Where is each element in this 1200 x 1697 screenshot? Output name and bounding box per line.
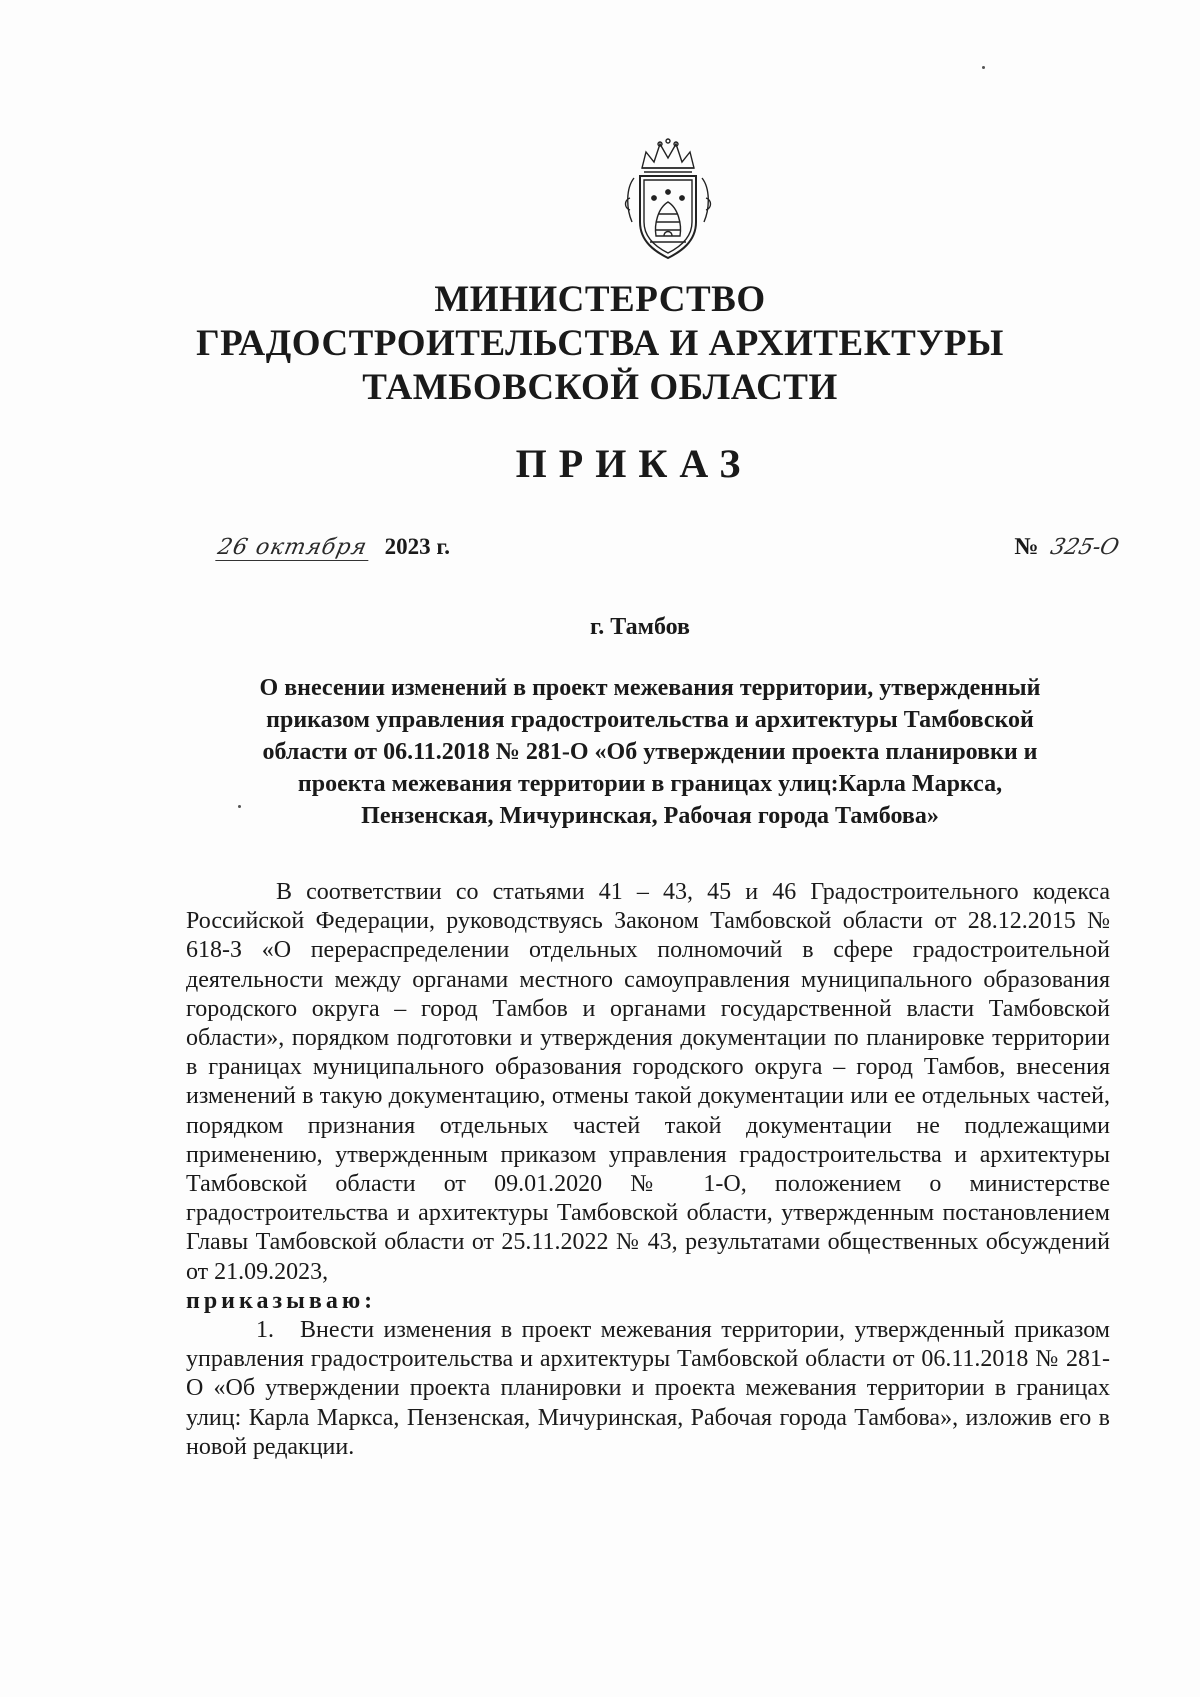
- subject-line: проекта межевания территории в границах улиц:Карла Маркса,: [297, 771, 1003, 797]
- subject-line: О внесении изменений в проект межевания территории, утвержденный: [259, 675, 1041, 701]
- coat-of-arms-icon: [620, 138, 716, 262]
- ministry-name: [0, 278, 1200, 410]
- date-year: 2023 г.: [384, 534, 450, 559]
- preamble-paragraph: В соответствии со статьями 41 – 43, 45 и 46 Градостроительного кодекса Российской Федерации, руководствуясь Законом Тамбовской области от 28.12.2015 № 618-З «О перераспределении отдельных полномочий в сфере градостроительной деятельности между органами местного самоуправления муниципального образования городского округа – город Тамбов и органами государственной власти Тамбовской области», порядком подготовки и утверждения документации по планировке территории в границах муниципального образования городского округа – город Тамбов, внесения изменений в такую документацию, отмены такой документации или ее отдельных частей, порядком признания отдельных частей такой документации не подлежащими применению, утвержденным приказом управления градостроительства и архитектуры Тамбовской области от 09.01.2020 № 1-О, положением о министерстве градостроительства и архитектуры Тамбовской области, утвержденным постановлением Главы Тамбовской области от 25.11.2022 № 43, результатами общественных обсуждений от 21.09.2023,: [186, 879, 1110, 1285]
- order-date: [215, 534, 450, 561]
- handwritten-number: 325-О: [1047, 535, 1122, 560]
- decree-word: приказываю:: [186, 1287, 377, 1314]
- item-text: Внести изменения в проект межевания территории, утвержденный приказом управления градостроительства и архитектуры Тамбовской области от 06.11.2018 № 281-О «Об утверждении проекта планировки и проекта межевания территории в границах улиц: Карла Маркса, Пензенская, Мичуринская, Рабочая города Тамбова», изложив его в новой редакции.: [186, 1317, 1110, 1460]
- ministry-line: МИНИСТЕРСТВО: [434, 279, 766, 320]
- order-body: [186, 878, 1110, 1462]
- handwritten-date: 26 октября: [215, 535, 373, 561]
- order-item: [186, 1316, 1110, 1462]
- subject-line: области от 06.11.2018 № 281-О «Об утверждении проекта планировки и: [262, 739, 1038, 765]
- issue-city: г. Тамбов: [590, 614, 690, 640]
- document-type-title: ПРИКАЗ: [515, 441, 753, 486]
- order-subject: [185, 672, 1115, 832]
- scan-speck: [982, 66, 985, 69]
- number-prefix: №: [1014, 534, 1039, 560]
- ministry-line: ТАМБОВСКОЙ ОБЛАСТИ: [362, 367, 838, 408]
- item-number: 1.: [256, 1317, 274, 1344]
- scan-speck: [238, 805, 241, 808]
- ministry-line: ГРАДОСТРОИТЕЛЬСТВА И АРХИТЕКТУРЫ: [196, 323, 1004, 364]
- order-number: [1014, 534, 1122, 561]
- subject-line: приказом управления градостроительства и архитектуры Тамбовской: [266, 707, 1034, 733]
- subject-line: Пензенская, Мичуринская, Рабочая города Тамбова»: [361, 803, 939, 829]
